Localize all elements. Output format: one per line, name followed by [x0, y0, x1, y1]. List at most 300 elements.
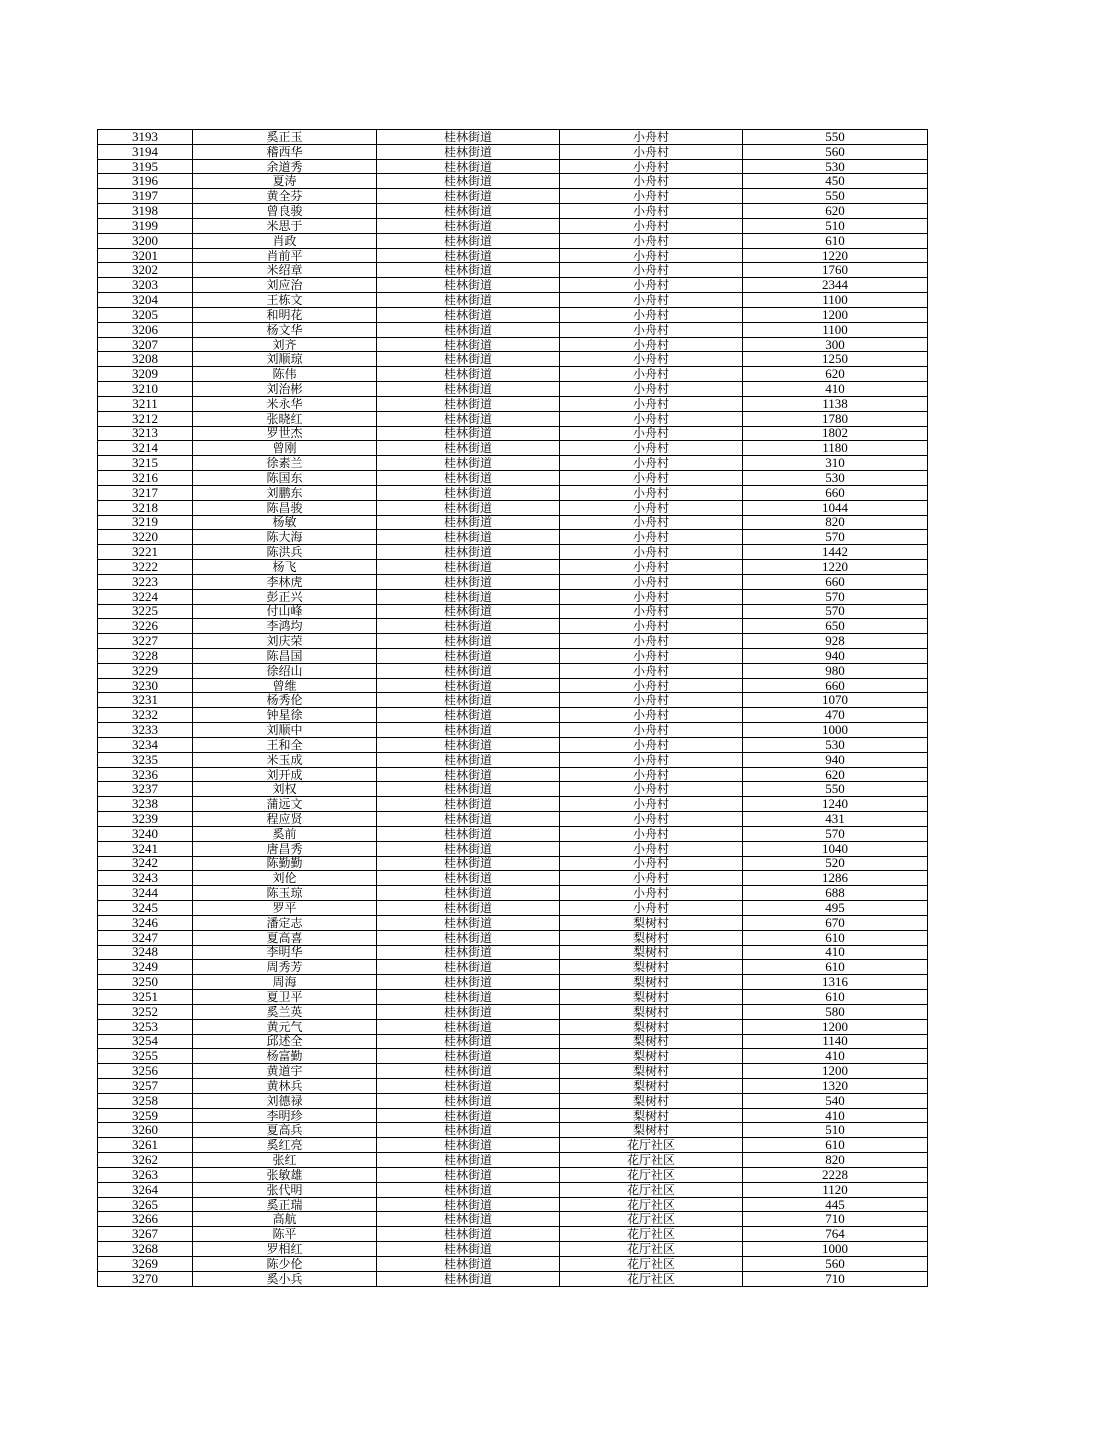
village-cell: 小舟村: [560, 293, 743, 308]
village-cell: 梨树村: [560, 1004, 743, 1019]
name-cell: 高航: [193, 1212, 377, 1227]
amount-cell: 510: [743, 1123, 928, 1138]
village-cell: 小舟村: [560, 159, 743, 174]
table-row: [98, 159, 928, 174]
amount-cell: 445: [743, 1197, 928, 1212]
table-row: [98, 545, 928, 560]
village-cell: 小舟村: [560, 189, 743, 204]
amount-cell: 1760: [743, 263, 928, 278]
street-cell: 桂林街道: [377, 871, 560, 886]
street-cell: 桂林街道: [377, 515, 560, 530]
row-number-cell: 3221: [98, 545, 193, 560]
amount-cell: 1220: [743, 248, 928, 263]
street-cell: 桂林街道: [377, 886, 560, 901]
row-number-cell: 3258: [98, 1093, 193, 1108]
row-number-cell: 3206: [98, 322, 193, 337]
row-number-cell: 3231: [98, 693, 193, 708]
amount-cell: 570: [743, 530, 928, 545]
name-cell: 张敏雄: [193, 1167, 377, 1182]
table-row: [98, 604, 928, 619]
village-cell: 花厅社区: [560, 1182, 743, 1197]
name-cell: 奚小兵: [193, 1271, 377, 1286]
amount-cell: 660: [743, 574, 928, 589]
table-row: [98, 945, 928, 960]
village-cell: 梨树村: [560, 1108, 743, 1123]
street-cell: 桂林街道: [377, 812, 560, 827]
amount-cell: 530: [743, 471, 928, 486]
row-number-cell: 3230: [98, 678, 193, 693]
street-cell: 桂林街道: [377, 990, 560, 1005]
amount-cell: 1250: [743, 352, 928, 367]
street-cell: 桂林街道: [377, 1108, 560, 1123]
table-row: [98, 337, 928, 352]
row-number-cell: 3248: [98, 945, 193, 960]
row-number-cell: 3215: [98, 456, 193, 471]
amount-cell: 1000: [743, 1242, 928, 1257]
amount-cell: 550: [743, 130, 928, 145]
table-row: [98, 812, 928, 827]
name-cell: 罗平: [193, 901, 377, 916]
amount-cell: 1220: [743, 560, 928, 575]
table-row: [98, 589, 928, 604]
table-row: [98, 189, 928, 204]
amount-cell: 660: [743, 485, 928, 500]
village-cell: 小舟村: [560, 826, 743, 841]
amount-cell: 620: [743, 204, 928, 219]
village-cell: 小舟村: [560, 841, 743, 856]
name-cell: 蒲远文: [193, 797, 377, 812]
row-number-cell: 3262: [98, 1153, 193, 1168]
name-cell: 米绍章: [193, 263, 377, 278]
table-row: [98, 975, 928, 990]
row-number-cell: 3224: [98, 589, 193, 604]
row-number-cell: 3207: [98, 337, 193, 352]
street-cell: 桂林街道: [377, 144, 560, 159]
row-number-cell: 3225: [98, 604, 193, 619]
name-cell: 王和全: [193, 737, 377, 752]
row-number-cell: 3220: [98, 530, 193, 545]
street-cell: 桂林街道: [377, 782, 560, 797]
street-cell: 桂林街道: [377, 945, 560, 960]
name-cell: 罗相红: [193, 1242, 377, 1257]
name-cell: 陈昌骏: [193, 500, 377, 515]
village-cell: 梨树村: [560, 1123, 743, 1138]
row-number-cell: 3194: [98, 144, 193, 159]
street-cell: 桂林街道: [377, 693, 560, 708]
village-cell: 小舟村: [560, 471, 743, 486]
amount-cell: 1180: [743, 441, 928, 456]
amount-cell: 410: [743, 945, 928, 960]
amount-cell: 1044: [743, 500, 928, 515]
street-cell: 桂林街道: [377, 441, 560, 456]
name-cell: 陈大海: [193, 530, 377, 545]
table-row: [98, 293, 928, 308]
amount-cell: 610: [743, 990, 928, 1005]
row-number-cell: 3218: [98, 500, 193, 515]
amount-cell: 300: [743, 337, 928, 352]
street-cell: 桂林街道: [377, 382, 560, 397]
village-cell: 小舟村: [560, 871, 743, 886]
row-number-cell: 3228: [98, 648, 193, 663]
amount-cell: 710: [743, 1271, 928, 1286]
name-cell: 余道秀: [193, 159, 377, 174]
amount-cell: 1802: [743, 426, 928, 441]
village-cell: 小舟村: [560, 782, 743, 797]
table-row: [98, 278, 928, 293]
name-cell: 程应贤: [193, 812, 377, 827]
row-number-cell: 3213: [98, 426, 193, 441]
amount-cell: 470: [743, 708, 928, 723]
name-cell: 李林虎: [193, 574, 377, 589]
amount-cell: 450: [743, 174, 928, 189]
name-cell: 刘治彬: [193, 382, 377, 397]
table-row: [98, 485, 928, 500]
street-cell: 桂林街道: [377, 737, 560, 752]
village-cell: 小舟村: [560, 485, 743, 500]
street-cell: 桂林街道: [377, 1093, 560, 1108]
row-number-cell: 3235: [98, 752, 193, 767]
row-number-cell: 3245: [98, 901, 193, 916]
street-cell: 桂林街道: [377, 663, 560, 678]
name-cell: 刘开成: [193, 767, 377, 782]
row-number-cell: 3253: [98, 1019, 193, 1034]
row-number-cell: 3236: [98, 767, 193, 782]
row-number-cell: 3242: [98, 856, 193, 871]
name-cell: 张代明: [193, 1182, 377, 1197]
street-cell: 桂林街道: [377, 337, 560, 352]
table-row: [98, 396, 928, 411]
row-number-cell: 3255: [98, 1049, 193, 1064]
amount-cell: 670: [743, 915, 928, 930]
row-number-cell: 3254: [98, 1034, 193, 1049]
table-row: [98, 1197, 928, 1212]
name-cell: 陈昌国: [193, 648, 377, 663]
amount-cell: 1200: [743, 1019, 928, 1034]
street-cell: 桂林街道: [377, 174, 560, 189]
village-cell: 梨树村: [560, 1079, 743, 1094]
name-cell: 陈玉琼: [193, 886, 377, 901]
row-number-cell: 3204: [98, 293, 193, 308]
village-cell: 小舟村: [560, 693, 743, 708]
village-cell: 小舟村: [560, 901, 743, 916]
street-cell: 桂林街道: [377, 930, 560, 945]
amount-cell: 431: [743, 812, 928, 827]
row-number-cell: 3238: [98, 797, 193, 812]
street-cell: 桂林街道: [377, 1064, 560, 1079]
table-row: [98, 263, 928, 278]
table-row: [98, 1182, 928, 1197]
table-row: [98, 737, 928, 752]
amount-cell: 530: [743, 159, 928, 174]
row-number-cell: 3268: [98, 1242, 193, 1257]
table-row: [98, 752, 928, 767]
name-cell: 肖前平: [193, 248, 377, 263]
village-cell: 小舟村: [560, 797, 743, 812]
row-number-cell: 3232: [98, 708, 193, 723]
amount-cell: 1780: [743, 411, 928, 426]
village-cell: 花厅社区: [560, 1167, 743, 1182]
row-number-cell: 3209: [98, 367, 193, 382]
table-row: [98, 990, 928, 1005]
street-cell: 桂林街道: [377, 574, 560, 589]
row-number-cell: 3257: [98, 1079, 193, 1094]
table-row: [98, 856, 928, 871]
amount-cell: 580: [743, 1004, 928, 1019]
street-cell: 桂林街道: [377, 278, 560, 293]
street-cell: 桂林街道: [377, 411, 560, 426]
village-cell: 小舟村: [560, 144, 743, 159]
table-row: [98, 841, 928, 856]
amount-cell: 570: [743, 589, 928, 604]
street-cell: 桂林街道: [377, 841, 560, 856]
street-cell: 桂林街道: [377, 1034, 560, 1049]
name-cell: 刘权: [193, 782, 377, 797]
street-cell: 桂林街道: [377, 901, 560, 916]
table-row: [98, 678, 928, 693]
village-cell: 小舟村: [560, 678, 743, 693]
name-cell: 付山峰: [193, 604, 377, 619]
village-cell: 花厅社区: [560, 1153, 743, 1168]
street-cell: 桂林街道: [377, 218, 560, 233]
village-cell: 小舟村: [560, 426, 743, 441]
row-number-cell: 3265: [98, 1197, 193, 1212]
row-number-cell: 3244: [98, 886, 193, 901]
street-cell: 桂林街道: [377, 589, 560, 604]
street-cell: 桂林街道: [377, 159, 560, 174]
table-row: [98, 441, 928, 456]
street-cell: 桂林街道: [377, 485, 560, 500]
table-row: [98, 204, 928, 219]
name-cell: 杨飞: [193, 560, 377, 575]
table-row: [98, 901, 928, 916]
name-cell: 罗世杰: [193, 426, 377, 441]
name-cell: 刘鹏东: [193, 485, 377, 500]
amount-cell: 410: [743, 382, 928, 397]
name-cell: 刘应治: [193, 278, 377, 293]
row-number-cell: 3246: [98, 915, 193, 930]
name-cell: 奚红亮: [193, 1138, 377, 1153]
village-cell: 小舟村: [560, 337, 743, 352]
amount-cell: 510: [743, 218, 928, 233]
street-cell: 桂林街道: [377, 619, 560, 634]
name-cell: 杨敏: [193, 515, 377, 530]
row-number-cell: 3217: [98, 485, 193, 500]
name-cell: 徐素兰: [193, 456, 377, 471]
row-number-cell: 3251: [98, 990, 193, 1005]
street-cell: 桂林街道: [377, 1182, 560, 1197]
name-cell: 夏高喜: [193, 930, 377, 945]
amount-cell: 1000: [743, 723, 928, 738]
table-row: [98, 871, 928, 886]
street-cell: 桂林街道: [377, 322, 560, 337]
table-row: [98, 144, 928, 159]
name-cell: 奚前: [193, 826, 377, 841]
name-cell: 陈洪兵: [193, 545, 377, 560]
table-row: [98, 174, 928, 189]
row-number-cell: 3250: [98, 975, 193, 990]
name-cell: 陈少伦: [193, 1256, 377, 1271]
amount-cell: 928: [743, 634, 928, 649]
table-row: [98, 648, 928, 663]
amount-cell: 610: [743, 233, 928, 248]
village-cell: 小舟村: [560, 604, 743, 619]
name-cell: 夏涛: [193, 174, 377, 189]
table-row: [98, 1093, 928, 1108]
street-cell: 桂林街道: [377, 797, 560, 812]
table-row: [98, 500, 928, 515]
name-cell: 钟星徐: [193, 708, 377, 723]
name-cell: 刘伦: [193, 871, 377, 886]
village-cell: 小舟村: [560, 752, 743, 767]
village-cell: 小舟村: [560, 737, 743, 752]
street-cell: 桂林街道: [377, 248, 560, 263]
village-cell: 小舟村: [560, 411, 743, 426]
amount-cell: 550: [743, 782, 928, 797]
village-cell: 花厅社区: [560, 1242, 743, 1257]
name-cell: 周秀芳: [193, 960, 377, 975]
village-cell: 小舟村: [560, 589, 743, 604]
street-cell: 桂林街道: [377, 975, 560, 990]
table-body: [98, 130, 928, 1287]
village-cell: 小舟村: [560, 856, 743, 871]
row-number-cell: 3216: [98, 471, 193, 486]
street-cell: 桂林街道: [377, 856, 560, 871]
village-cell: 小舟村: [560, 174, 743, 189]
amount-cell: 620: [743, 767, 928, 782]
table-row: [98, 382, 928, 397]
street-cell: 桂林街道: [377, 1197, 560, 1212]
amount-cell: 1320: [743, 1079, 928, 1094]
table-row: [98, 1004, 928, 1019]
amount-cell: 610: [743, 960, 928, 975]
name-cell: 杨文华: [193, 322, 377, 337]
village-cell: 小舟村: [560, 456, 743, 471]
amount-cell: 820: [743, 1153, 928, 1168]
amount-cell: 1140: [743, 1034, 928, 1049]
row-number-cell: 3256: [98, 1064, 193, 1079]
row-number-cell: 3237: [98, 782, 193, 797]
street-cell: 桂林街道: [377, 130, 560, 145]
amount-cell: 1240: [743, 797, 928, 812]
name-cell: 刘德禄: [193, 1093, 377, 1108]
name-cell: 刘顺琼: [193, 352, 377, 367]
street-cell: 桂林街道: [377, 1153, 560, 1168]
amount-cell: 495: [743, 901, 928, 916]
table-row: [98, 456, 928, 471]
table-row: [98, 1049, 928, 1064]
name-cell: 李明珍: [193, 1108, 377, 1123]
amount-cell: 1200: [743, 1064, 928, 1079]
village-cell: 小舟村: [560, 812, 743, 827]
row-number-cell: 3252: [98, 1004, 193, 1019]
row-number-cell: 3266: [98, 1212, 193, 1227]
name-cell: 周海: [193, 975, 377, 990]
row-number-cell: 3211: [98, 396, 193, 411]
amount-cell: 1316: [743, 975, 928, 990]
village-cell: 梨树村: [560, 930, 743, 945]
name-cell: 奚正瑞: [193, 1197, 377, 1212]
street-cell: 桂林街道: [377, 1271, 560, 1286]
street-cell: 桂林街道: [377, 960, 560, 975]
street-cell: 桂林街道: [377, 1079, 560, 1094]
row-number-cell: 3234: [98, 737, 193, 752]
row-number-cell: 3203: [98, 278, 193, 293]
street-cell: 桂林街道: [377, 648, 560, 663]
row-number-cell: 3229: [98, 663, 193, 678]
row-number-cell: 3227: [98, 634, 193, 649]
table-row: [98, 233, 928, 248]
amount-cell: 570: [743, 826, 928, 841]
name-cell: 黄元气: [193, 1019, 377, 1034]
street-cell: 桂林街道: [377, 752, 560, 767]
table-row: [98, 426, 928, 441]
street-cell: 桂林街道: [377, 204, 560, 219]
name-cell: 张红: [193, 1153, 377, 1168]
table-row: [98, 1138, 928, 1153]
name-cell: 彭正兴: [193, 589, 377, 604]
amount-cell: 310: [743, 456, 928, 471]
table-row: [98, 1227, 928, 1242]
village-cell: 小舟村: [560, 130, 743, 145]
table-row: [98, 826, 928, 841]
village-cell: 梨树村: [560, 975, 743, 990]
village-cell: 花厅社区: [560, 1271, 743, 1286]
village-cell: 小舟村: [560, 396, 743, 411]
row-number-cell: 3270: [98, 1271, 193, 1286]
table-row: [98, 1108, 928, 1123]
village-cell: 小舟村: [560, 708, 743, 723]
row-number-cell: 3195: [98, 159, 193, 174]
amount-cell: 1200: [743, 307, 928, 322]
table-row: [98, 1123, 928, 1138]
row-number-cell: 3205: [98, 307, 193, 322]
village-cell: 小舟村: [560, 204, 743, 219]
amount-cell: 530: [743, 737, 928, 752]
name-cell: 杨富勤: [193, 1049, 377, 1064]
row-number-cell: 3223: [98, 574, 193, 589]
street-cell: 桂林街道: [377, 604, 560, 619]
table-row: [98, 693, 928, 708]
village-cell: 小舟村: [560, 545, 743, 560]
amount-cell: 940: [743, 648, 928, 663]
street-cell: 桂林街道: [377, 530, 560, 545]
amount-cell: 410: [743, 1049, 928, 1064]
village-cell: 小舟村: [560, 663, 743, 678]
village-cell: 小舟村: [560, 263, 743, 278]
name-cell: 潘定志: [193, 915, 377, 930]
table-row: [98, 1242, 928, 1257]
name-cell: 和明花: [193, 307, 377, 322]
amount-cell: 1138: [743, 396, 928, 411]
village-cell: 小舟村: [560, 619, 743, 634]
village-cell: 梨树村: [560, 1034, 743, 1049]
name-cell: 奚兰英: [193, 1004, 377, 1019]
row-number-cell: 3260: [98, 1123, 193, 1138]
name-cell: 刘顺中: [193, 723, 377, 738]
table-row: [98, 1079, 928, 1094]
name-cell: 刘齐: [193, 337, 377, 352]
table-row: [98, 1064, 928, 1079]
row-number-cell: 3214: [98, 441, 193, 456]
table-row: [98, 634, 928, 649]
amount-cell: 1100: [743, 322, 928, 337]
name-cell: 徐绍山: [193, 663, 377, 678]
table-row: [98, 307, 928, 322]
name-cell: 李鸿均: [193, 619, 377, 634]
name-cell: 邱述全: [193, 1034, 377, 1049]
name-cell: 黄全芬: [193, 189, 377, 204]
row-number-cell: 3226: [98, 619, 193, 634]
